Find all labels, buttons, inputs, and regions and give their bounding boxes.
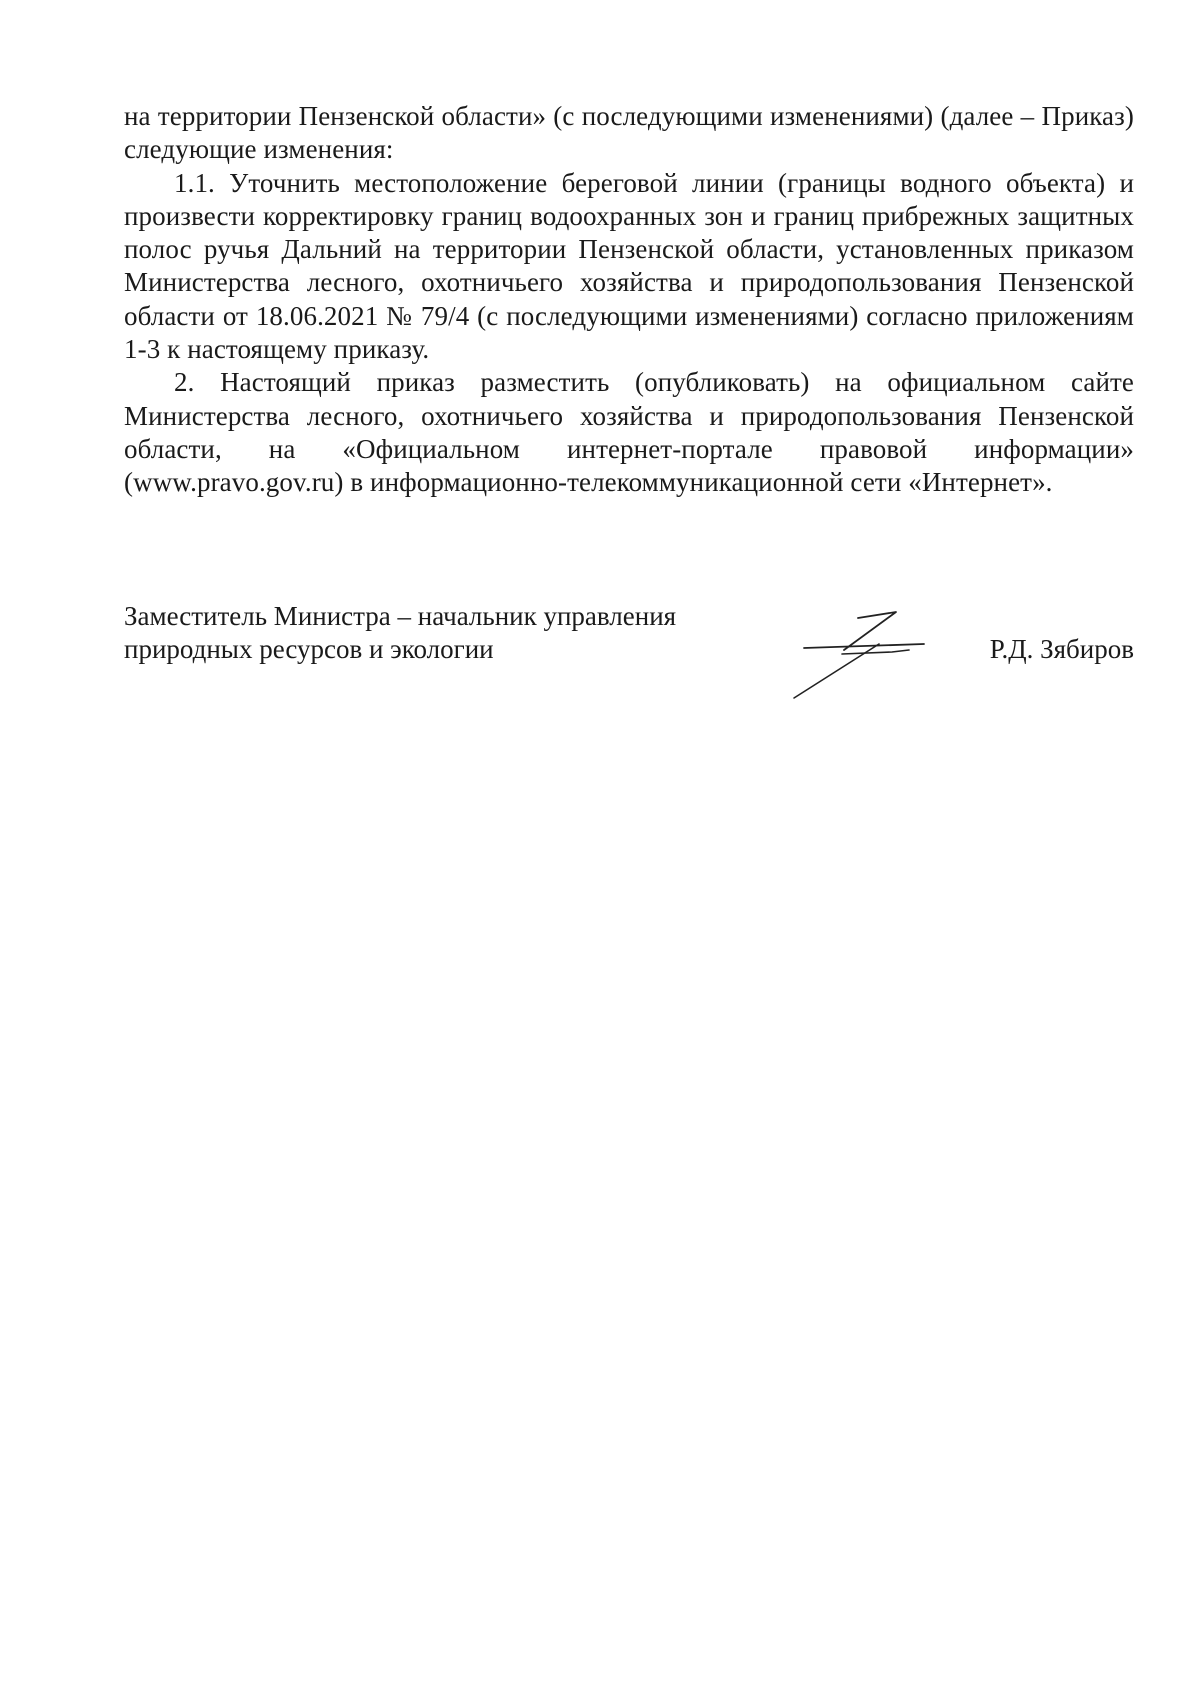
paragraph-item-1-1: 1.1. Уточнить местоположение береговой линии (границы водного объекта) и произвести корректировку границ водоохранных зон и границ прибрежных защитных полос ручья Дальний на территории Пензенской области, установленных приказом Министерства лесного, охотничьего хозяйства и природопользования Пензенской области от 18.06.2021 № 79/4 (с последующими изменениями) согласно приложениям 1-3 к настоящему приказу. [124,167,1134,365]
paragraph-continuation: на территории Пензенской области» (с последующими изменениями) (далее – Приказ) следующие изменения: [124,101,1134,165]
handwritten-signature [784,610,934,700]
paragraph-item-2: 2. Настоящий приказ разместить (опубликовать) на официальном сайте Министерства лесного, охотничьего хозяйства и природопользования Пензенской области, на «Официальном интернет-портале правовой информации» (www.pravo.gov.ru) в информационно-телекоммуникационной сети «Интернет». [124,367,1134,498]
document-body [124,100,1134,500]
signatory-name: Р.Д. Зябиров [989,634,1134,664]
signatory-title-line-1: Заместитель Министра – начальник управления [124,601,677,631]
signatory-title [124,600,764,667]
signatory-title-line-2: природных ресурсов и экологии [124,634,494,665]
signature-block [124,600,1134,710]
